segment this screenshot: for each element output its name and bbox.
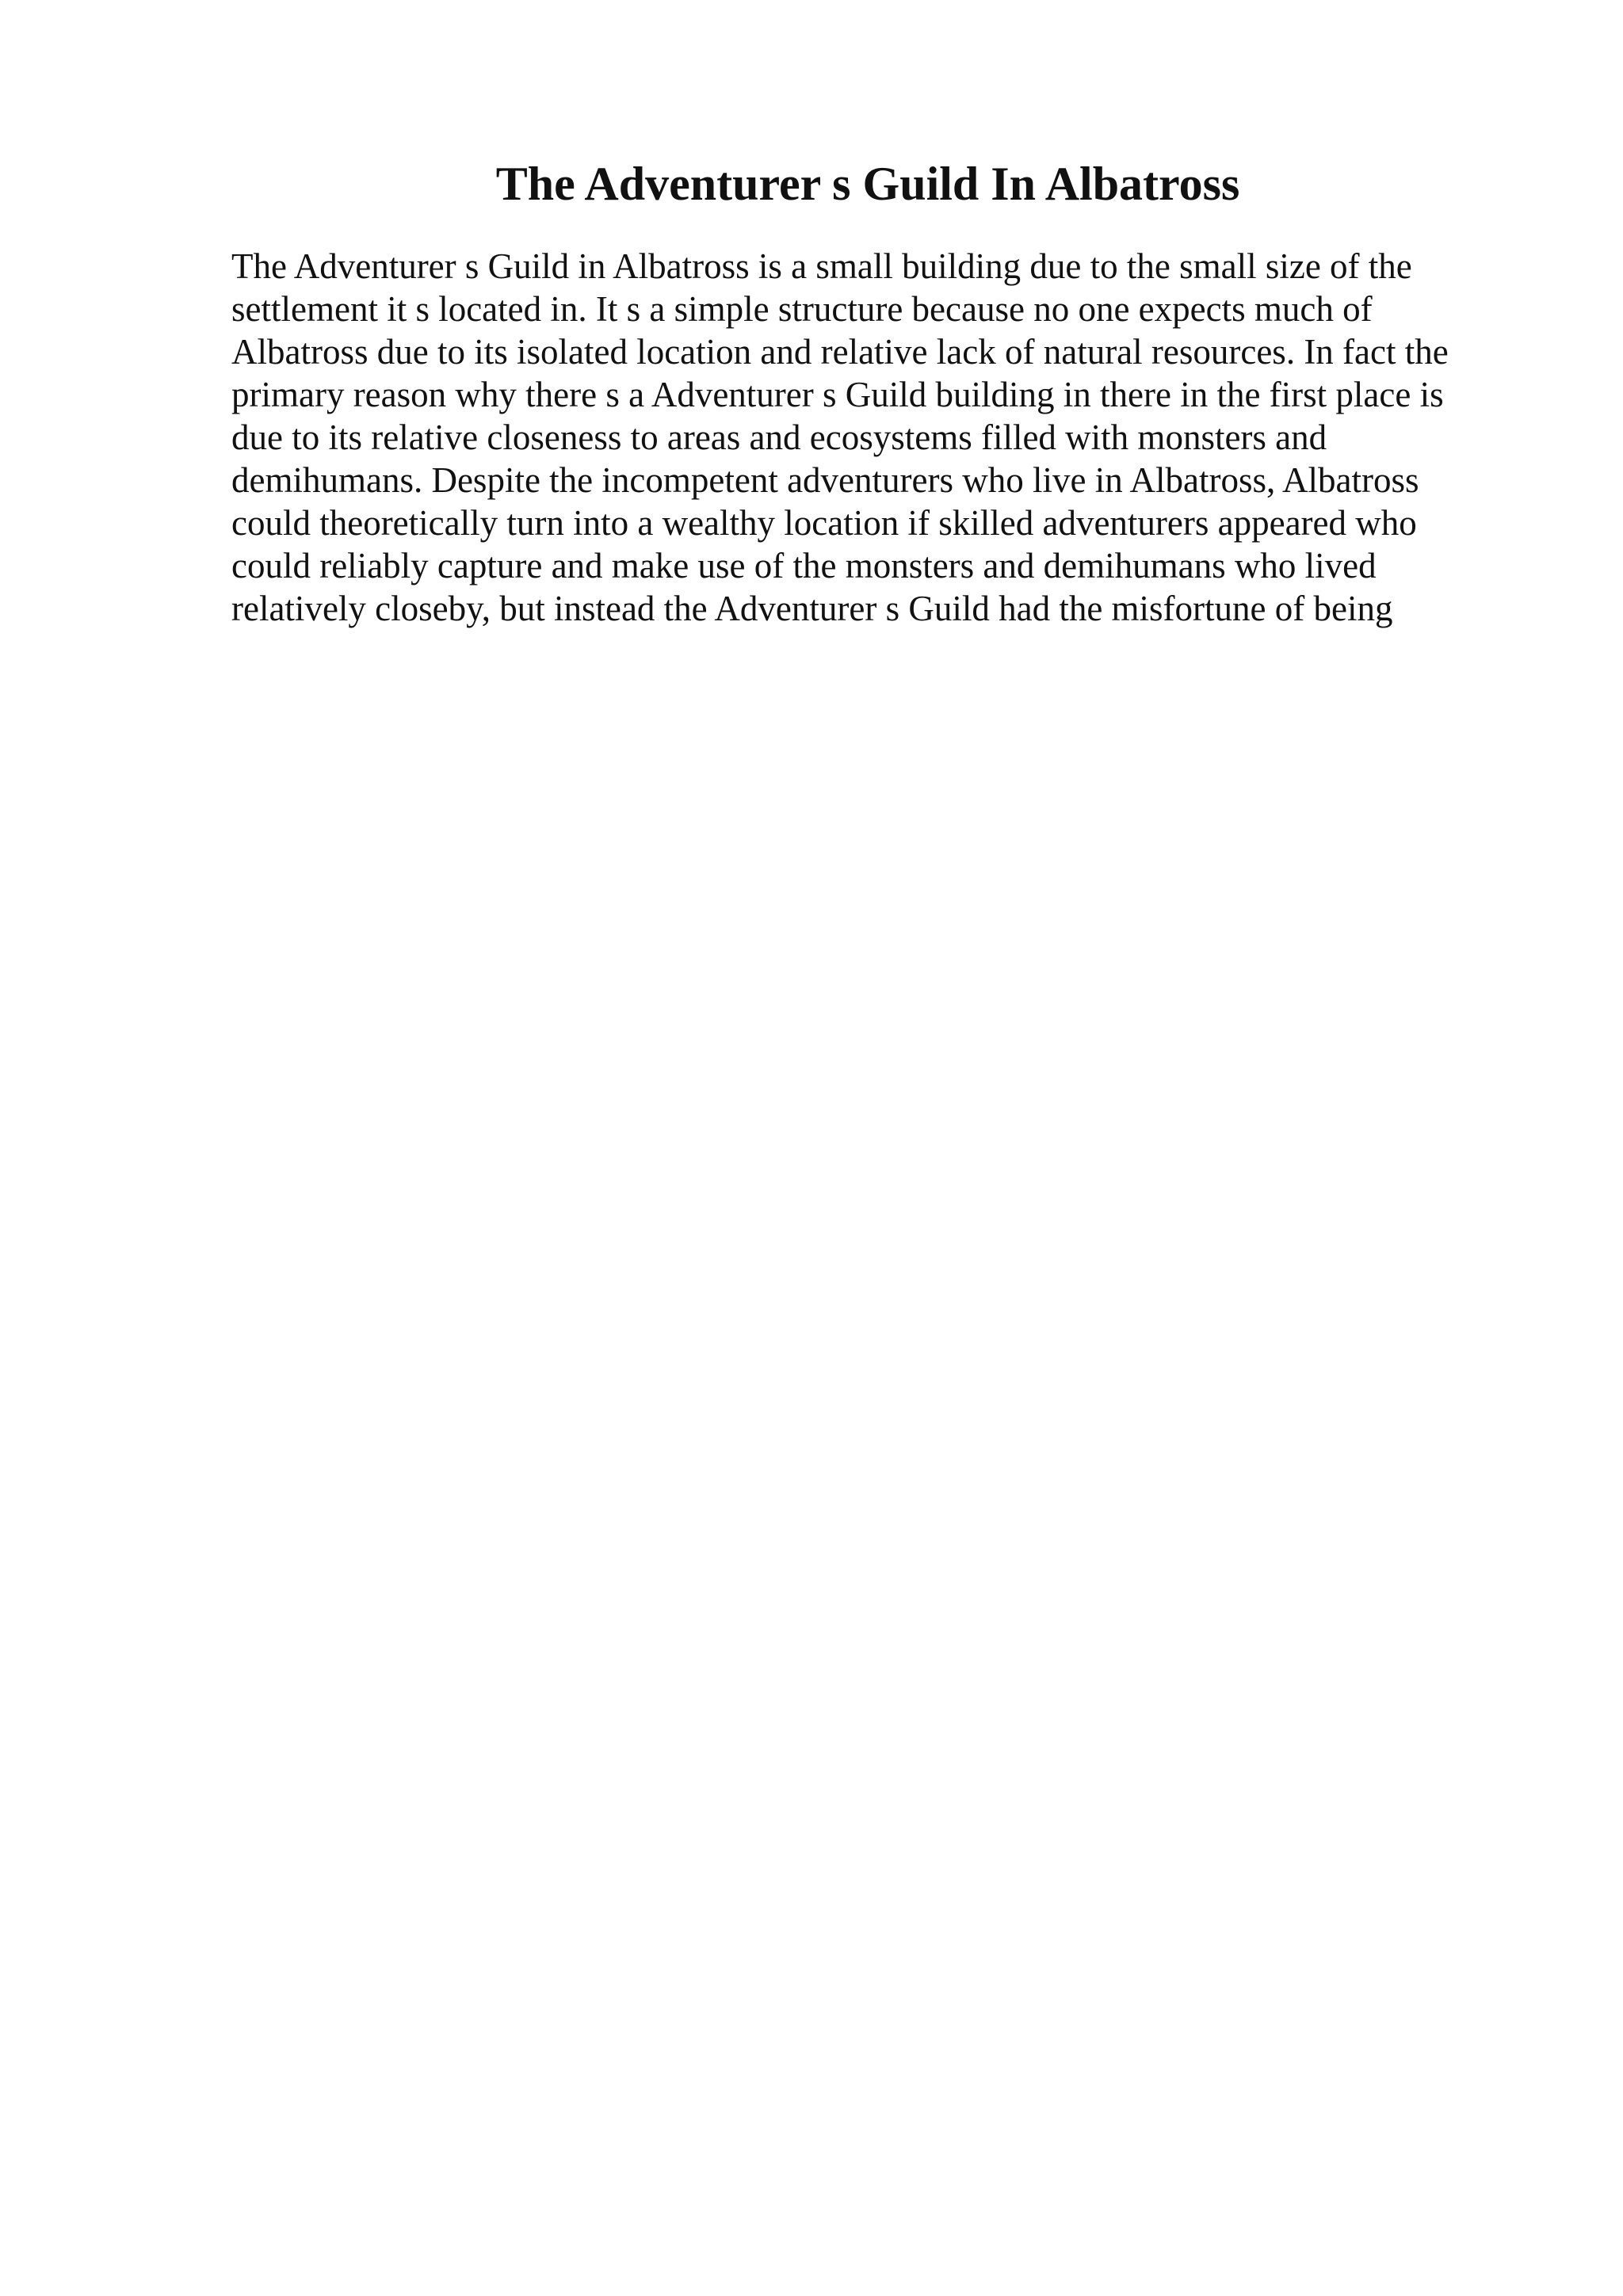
body-line: could theoretically turn into a wealthy location if skilled adventurers appeared who [231, 503, 1417, 543]
document-title: The Adventurer s Guild In Albatross [495, 158, 1240, 210]
body-line: Albatross due to its isolated location and relative lack of natural resources. In fact the [231, 332, 1449, 372]
body-line: demihumans. Despite the incompetent adventurers who live in Albatross, Albatross [231, 460, 1419, 500]
body-line: The Adventurer s Guild in Albatross is a small building due to the small size of the [231, 246, 1412, 286]
body-line: due to its relative closeness to areas and ecosystems filled with monsters and [231, 418, 1327, 457]
body-paragraph [231, 245, 1594, 630]
body-line: primary reason why there s a Adventurer s Guild building in there in the first place is [231, 375, 1444, 414]
body-line: settlement it s located in. It s a simple structure because no one expects much of [231, 289, 1373, 329]
body-line: could reliably capture and make use of the monsters and demihumans who lived [231, 546, 1377, 585]
body-line: relatively closeby, but instead the Adventurer s Guild had the misfortune of being [231, 589, 1393, 628]
